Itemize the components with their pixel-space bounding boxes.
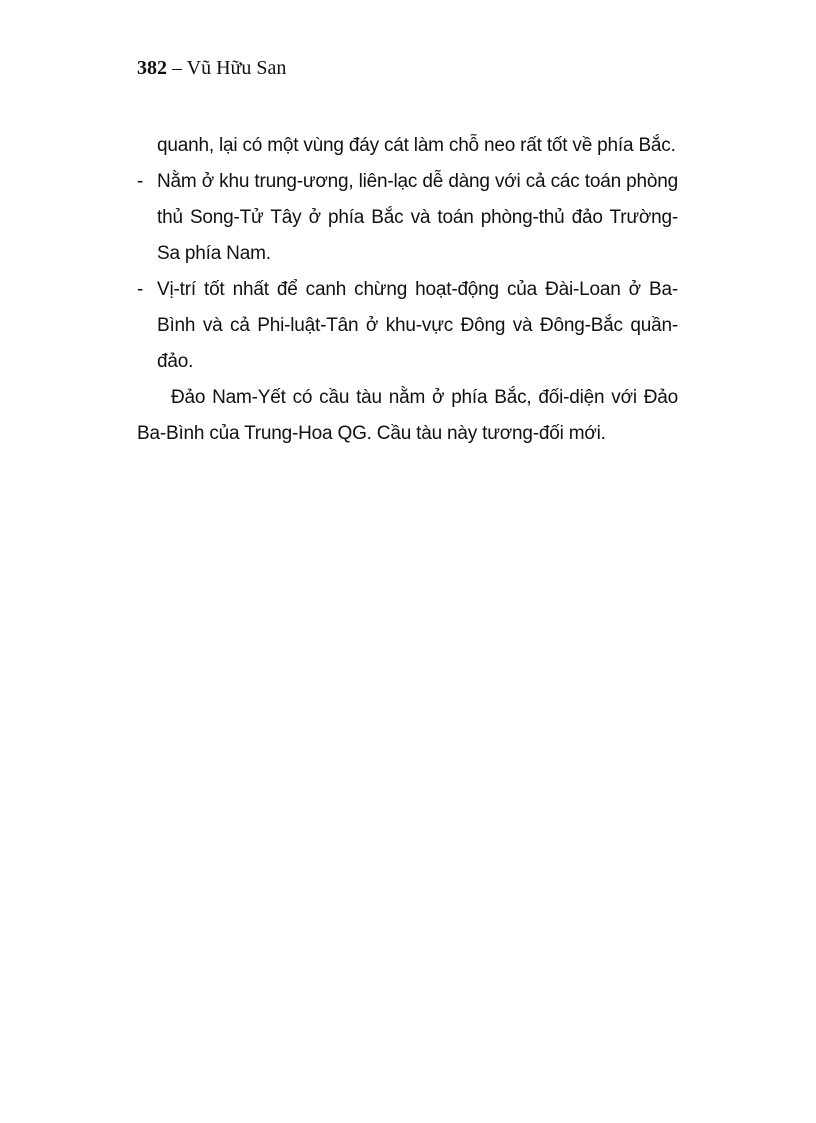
bullet-marker: - [137,171,144,192]
header-separator: – [167,57,187,79]
bullet-text: Vị-trí tốt nhất để canh chừng hoạt-động của Đài-Loan ở Ba-Bình và cả Phi-luật-Tân ở khu-vực Đông và Đông-Bắc quần-đảo. [157,279,678,372]
page-header [137,55,286,81]
bullet-text: Nằm ở khu trung-ương, liên-lạc dễ dàng với cả các toán phòng thủ Song-Tử Tây ở phía Bắc và toán phòng-thủ đảo Trường-Sa phía Nam. [157,171,678,264]
page-number: 382 [137,57,167,79]
body-paragraph: Đảo Nam-Yết có cầu tàu nằm ở phía Bắc, đối-diện với Đảo Ba-Bình của Trung-Hoa QG. Cầu tàu này tương-đối mới. [137,387,678,444]
page-body [137,128,678,452]
bullet-marker: - [137,279,144,300]
bullet-item [137,164,678,272]
continued-paragraph: quanh, lại có một vùng đáy cát làm chỗ neo rất tốt về phía Bắc. [157,135,676,156]
bullet-item [137,272,678,380]
header-author: Vũ Hữu San [186,57,287,79]
